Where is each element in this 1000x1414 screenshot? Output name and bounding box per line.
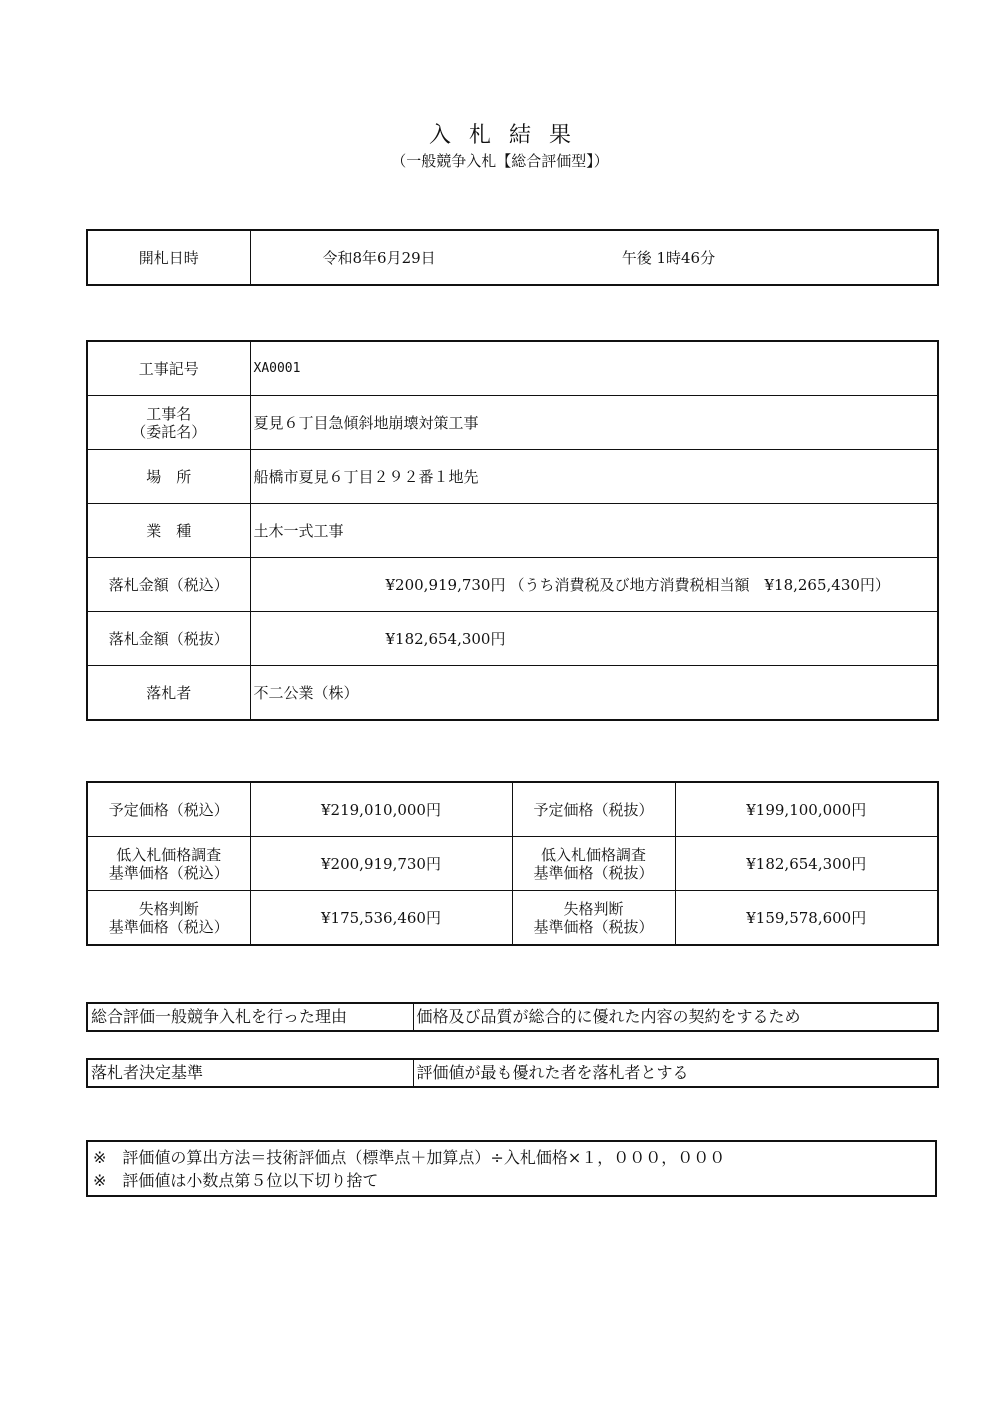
- note-text-2: 評価値は小数点第５位以下切り捨て: [122, 1171, 379, 1190]
- code-value: XA0001: [250, 341, 938, 396]
- name-label-line2: （委託名）: [131, 422, 207, 441]
- criteria-value: 評価値が最も優れた者を落札者とする: [413, 1059, 938, 1087]
- note-mark-1: ※: [93, 1148, 107, 1167]
- opening-label: 開札日時: [87, 230, 250, 285]
- low-excl-label-line2: 基準価格（税抜）: [533, 863, 654, 882]
- opening-datetime: [250, 230, 938, 285]
- est-incl-value: ¥219,010,000円: [250, 782, 512, 837]
- low-incl-label: [87, 837, 250, 891]
- award-incl-cell: [250, 558, 938, 612]
- dq-excl-label-line1: 失格判断: [563, 899, 624, 918]
- dq-excl-value: ¥159,578,600円: [675, 891, 938, 946]
- category-value: 土木一式工事: [250, 504, 938, 558]
- note-mark-2: ※: [93, 1171, 107, 1190]
- name-value: 夏見６丁目急傾斜地崩壊対策工事: [250, 396, 938, 450]
- criteria-table: [86, 1058, 939, 1088]
- est-incl-label: 予定価格（税込）: [87, 782, 250, 837]
- price-table: [86, 781, 939, 946]
- name-label: [87, 396, 250, 450]
- note-line-2: [93, 1169, 930, 1192]
- award-incl-value: ¥200,919,730円: [385, 575, 506, 594]
- dq-incl-value: ¥175,536,460円: [250, 891, 512, 946]
- low-incl-label-line1: 低入札価格調査: [116, 845, 222, 864]
- dq-incl-label-line2: 基準価格（税込）: [108, 917, 229, 936]
- project-table: [86, 340, 939, 721]
- note-text-1: 評価値の算出方法＝技術評価点（標準点＋加算点）÷入札価格×１，０００，０００: [122, 1148, 726, 1167]
- opening-time: 午後 1時46分: [621, 248, 716, 267]
- note-line-1: [93, 1146, 930, 1169]
- award-incl-label: 落札金額（税込）: [87, 558, 250, 612]
- place-value: 船橋市夏見６丁目２９２番１地先: [250, 450, 938, 504]
- winner-value: 不二公業（株）: [250, 666, 938, 721]
- criteria-label: 落札者決定基準: [87, 1059, 413, 1087]
- dq-excl-label: [512, 891, 675, 946]
- winner-label: 落札者: [87, 666, 250, 721]
- reason-value: 価格及び品質が総合的に優れた内容の契約をするため: [413, 1003, 938, 1031]
- opening-date: 令和8年6月29日: [322, 248, 436, 267]
- low-excl-value: ¥182,654,300円: [675, 837, 938, 891]
- low-incl-label-line2: 基準価格（税込）: [108, 863, 229, 882]
- award-excl-cell: [250, 612, 938, 666]
- award-excl-value: ¥182,654,300円: [385, 629, 506, 648]
- category-label: 業 種: [87, 504, 250, 558]
- reason-table: [86, 1002, 939, 1032]
- opening-table: [86, 229, 939, 286]
- est-excl-label: 予定価格（税抜）: [512, 782, 675, 837]
- notes-box: [86, 1140, 937, 1197]
- award-excl-label: 落札金額（税抜）: [87, 612, 250, 666]
- page-subtitle: （一般競争入札【総合評価型】）: [391, 152, 609, 170]
- dq-excl-label-line2: 基準価格（税抜）: [533, 917, 654, 936]
- est-excl-value: ¥199,100,000円: [675, 782, 938, 837]
- award-tax-note: （うち消費税及び地方消費税相当額 ¥18,265,430円）: [509, 575, 890, 594]
- code-label: 工事記号: [87, 341, 250, 396]
- low-incl-value: ¥200,919,730円: [250, 837, 512, 891]
- page-title: 入札結果: [428, 123, 589, 148]
- reason-label: 総合評価一般競争入札を行った理由: [87, 1003, 413, 1031]
- low-excl-label-line1: 低入札価格調査: [540, 845, 646, 864]
- dq-incl-label: [87, 891, 250, 946]
- name-label-line1: 工事名: [146, 404, 192, 423]
- low-excl-label: [512, 837, 675, 891]
- place-label: 場 所: [87, 450, 250, 504]
- dq-incl-label-line1: 失格判断: [138, 899, 199, 918]
